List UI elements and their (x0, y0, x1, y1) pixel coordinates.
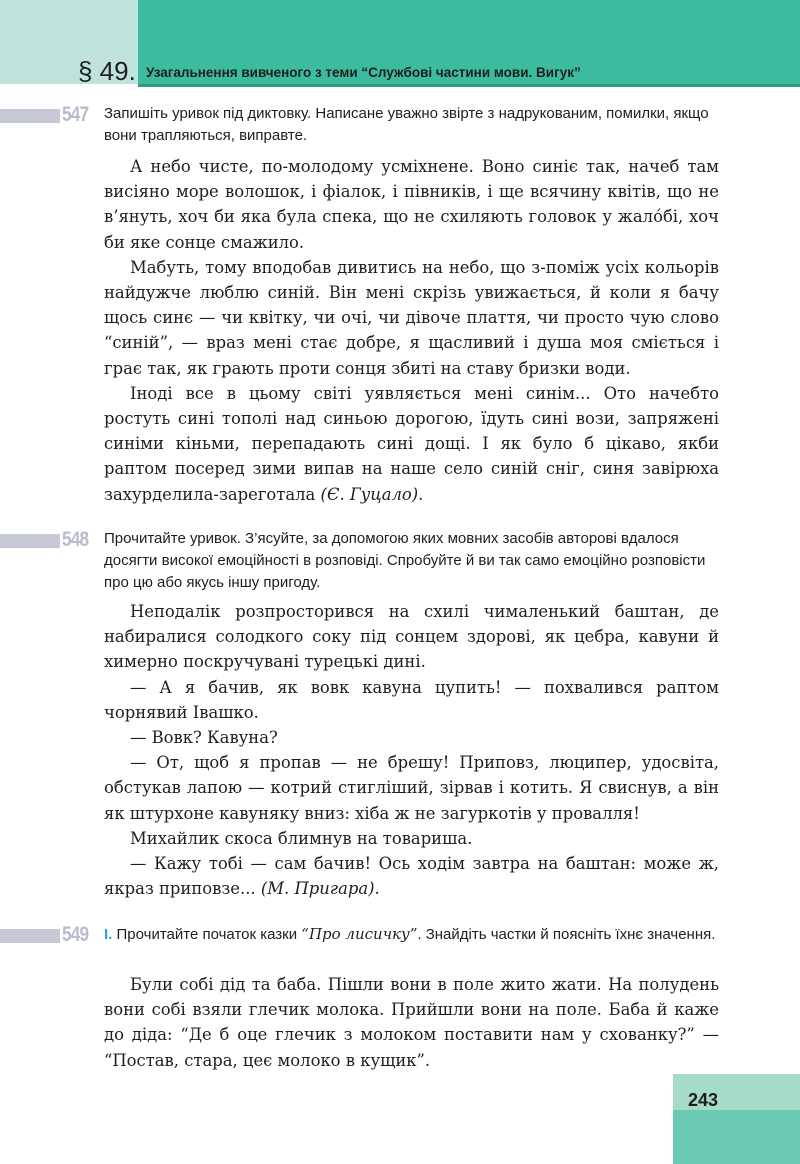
exercise-text (104, 154, 719, 507)
page-tab-shade (673, 1110, 800, 1164)
exercise-number: 547 (62, 103, 89, 126)
text-paragraph: Мабуть, тому вподобав дивитись на небо, що з-поміж усіх кольорів найдужче люблю синій. Він мені скрізь увижається, й коли я бачу щось синє — чи квітку, чи очі, чи дівоче плаття, чи просто чую слово “синій”, — враз мені стає добре, я щасливий і душа моя сміється і грає так, як грають проти сонця збиті на ставу бризки води. (104, 257, 719, 378)
page-number: 243 (687, 1090, 719, 1110)
text-paragraph: — Вовк? Кавуна? (130, 728, 278, 748)
text-paragraph: А небо чисте, по-молодому усміхнене. Воно синіє так, начеб там висіяно море волошок, і фіалок, і півників, і ще всячину квітів, що не в’януть, хоч би яка була спека, що не схиляють головок у жало́бі, хоч би яке сонце смажило. (104, 157, 719, 252)
text-paragraph: — От, щоб я пропав — не брешу! Приповз, люципер, удосвіта, обстукав лапою — котрий стигліший, зірвав і котить. Я свиснув, а він як штурхоне кавуняку вниз: хіба ж не загуркотів у провалля! (104, 753, 719, 823)
exercise-marker-bar (0, 929, 60, 943)
exercise-marker-bar (0, 534, 60, 548)
text-paragraph: Неподалік розпросторився на схилі чималенький баштан, де набиралися солодкого соку під сонцем здорові, як цебра, кавуни й химерно поскручувані турецькі дині. (104, 602, 719, 672)
task-text: Прочитайте початок казки (116, 926, 298, 943)
source-author: (Є. Гуцало). (320, 484, 424, 504)
section-number: § 49. (78, 56, 136, 86)
exercise-text (104, 972, 719, 1073)
task-part-label: І. (104, 926, 113, 943)
task-text: . Знайдіть частки й поясніть їхнє значення. (417, 926, 716, 943)
text-paragraph: Були собі дід та баба. Пішли вони в поле жито жати. На полудень вони собі взяли глечик молока. Прийшли вони на поле. Баба й каже до діда: “Де б оце глечик з молоком поставити нам у схованку?” — “Постав, стара, цеє молоко в кущик”. (104, 975, 719, 1070)
exercise-number: 549 (62, 923, 89, 946)
exercise-task: Прочитайте уривок. З’ясуйте, за допомогою яких мовних засобів авторові вдалося досягти високої емоційності в розповіді. Спробуйте й ви так само емоційно розповісти про цю або якусь іншу пригоду. (104, 530, 706, 591)
header-underline (138, 84, 800, 87)
tale-title: “Про лисичку” (301, 925, 418, 943)
exercise-task: Запишіть уривок під диктовку. Написане уважно звірте з надрукованим, помилки, якщо вони трапляються, виправте. (104, 105, 709, 144)
exercise-task (104, 923, 719, 946)
text-paragraph (104, 381, 719, 507)
paragraph-text: — Кажу тобі — сам бачив! Ось ходім завтра на баштан: може ж, якраз приповзе... (104, 854, 719, 899)
section-title: Узагальнення вивченого з теми “Службові частини мови. Вигук” (146, 65, 581, 80)
source-author: (М. Пригара). (260, 879, 380, 899)
text-paragraph (104, 851, 719, 901)
exercise-number: 548 (62, 528, 89, 551)
paragraph-text: Іноді все в цьому світі уявляється мені синім... Ото начебто ростуть сині тополі над синьою дорогою, їдуть сині вози, запряжені синіми кіньми, перепадають сині дощі. І як було б цікаво, якби раптом посеред зими випав на наше село синій сніг, синя завірюха захурделила-зареготала (104, 383, 719, 504)
exercise-text (104, 599, 719, 901)
exercise-marker-bar (0, 109, 60, 123)
text-paragraph: — А я бачив, як вовк кавуна цупить! — похвалився раптом чорнявий Івашко. (104, 677, 719, 722)
text-paragraph: Михайлик скоса блимнув на товариша. (130, 828, 473, 848)
